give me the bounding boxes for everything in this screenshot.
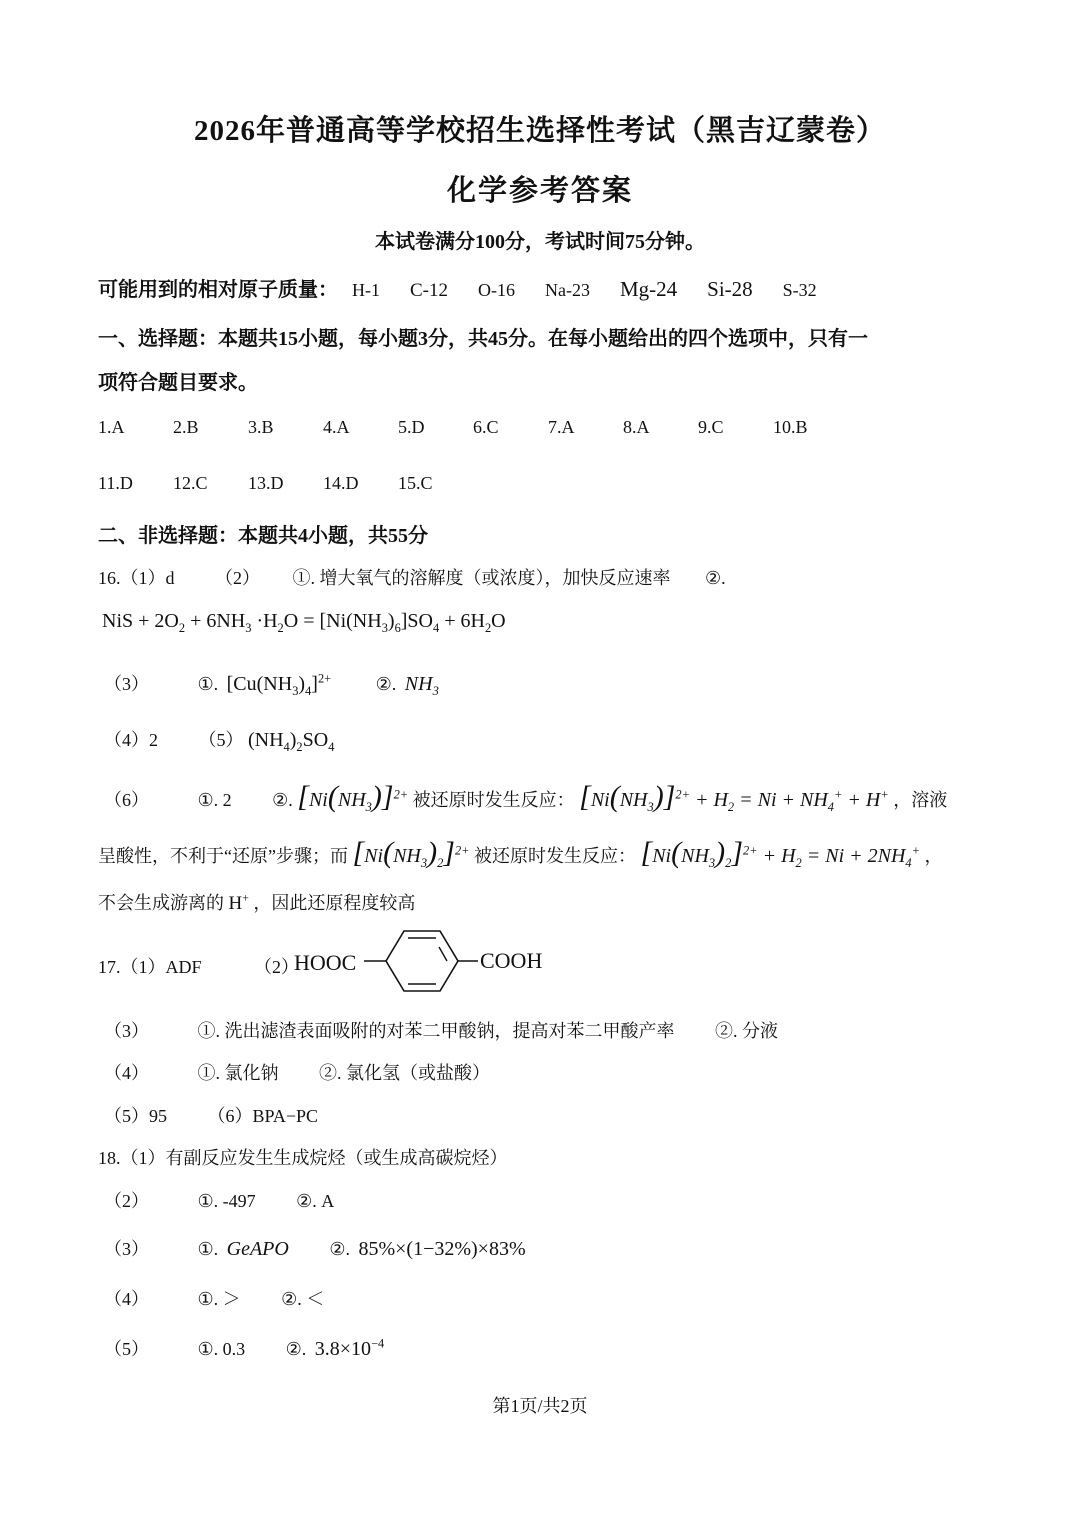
- page-footer: 第1页/共2页: [492, 1396, 588, 1416]
- section1-heading-line2: 项符合题目要求。: [98, 372, 258, 394]
- q17-part3-label: （3）: [104, 1021, 149, 1041]
- q16-part6-label: （6）: [104, 790, 149, 810]
- structure-hooc-label: HOOC: [294, 950, 357, 975]
- q17-part1: 17.（1）ADF: [98, 957, 202, 977]
- q16-reaction-2: $[Ni(NH_3)_2]^{2+} + H_2 = Ni + 2NH_4^+$: [640, 836, 920, 870]
- q16-part3: [104, 670, 439, 696]
- double-bond-right: [439, 947, 447, 961]
- q18-part4: [104, 1285, 324, 1311]
- mc-answer: 11.D: [98, 473, 133, 493]
- mc-answer: 14.D: [323, 473, 359, 493]
- q16-part3-c2: ②.: [375, 674, 397, 694]
- section2-heading: 二、非选择题：本题共4小题，共55分: [98, 525, 428, 547]
- mc-answer: 12.C: [173, 473, 208, 493]
- q17-part3-answer1: ①. 洗出滤渣表面吸附的对苯二甲酸钠，提高对苯二甲酸产率: [197, 1021, 675, 1041]
- q16-part6-answer1: ①. 2: [197, 790, 232, 810]
- q16-part4: （4）2: [104, 730, 158, 750]
- section1-heading-line1: 一、选择题：本题共15小题，每小题3分，共45分。在每小题给出的四个选项中，只有一: [98, 328, 868, 350]
- q16-line1: [98, 564, 726, 590]
- q18-part5-answer2-label: ②.: [285, 1339, 307, 1359]
- mc-answer: 15.C: [398, 473, 433, 493]
- atomic-mass-na: Na-23: [545, 280, 590, 300]
- q18-part4-answer2: ②. ＜: [281, 1289, 325, 1309]
- q18-part5-answer1: ①. 0.3: [197, 1339, 246, 1359]
- mc-answer: 9.C: [698, 417, 724, 437]
- q18-part3-answer1-label: ①.: [197, 1239, 219, 1259]
- q17-part4: [104, 1059, 490, 1085]
- q17-part2-label: （2）: [254, 957, 299, 977]
- mc-answer: 2.B: [173, 417, 199, 437]
- q16-part6-line2: [98, 836, 942, 870]
- document-title: 2026年普通高等学校招生选择性考试（黑吉辽蒙卷）: [193, 115, 886, 147]
- mc-answer: 10.B: [773, 417, 808, 437]
- q16-reaction-1: $[Ni(NH_3)]^{2+} + H_2 = Ni + NH_4^+ + H^+$: [579, 780, 889, 814]
- q17-part4-answer2: ②. 氯化氢（或盐酸）: [319, 1063, 490, 1083]
- q18-part1: 18.（1）有副反应发生生成烷烃（或生成高碳烷烃）: [98, 1148, 508, 1168]
- structure-cooh-label: COOH: [480, 948, 543, 973]
- q16-ammonium-sulfate: $(NH_4)_2SO_4$: [248, 729, 335, 754]
- q18-part2-answer1: ①. -497: [197, 1191, 256, 1211]
- q16-part6-answer2-label: ②.: [272, 790, 293, 810]
- benzene-ring: [386, 931, 458, 991]
- mc-answer: 4.A: [323, 417, 350, 437]
- q16-text-b: ，溶液: [893, 790, 948, 810]
- q16-ni-complex-1: $[Ni(NH_3)]^{2+}$: [297, 780, 409, 814]
- q16-part3-label: （3）: [104, 674, 149, 694]
- q18-part2-answer2: ②. A: [296, 1191, 335, 1211]
- q18-part3-answer2: 85%×(1−32%)×83%: [358, 1238, 526, 1260]
- q16-text-a: 被还原时发生反应：: [412, 790, 575, 810]
- q17-part4-answer1: ①. 氯化钠: [197, 1063, 279, 1083]
- q18-part4-answer1: ①. ＞: [197, 1289, 241, 1309]
- q17-part5: （5）95: [104, 1106, 167, 1126]
- mc-answer: 13.D: [248, 473, 284, 493]
- mc-answer: 5.D: [398, 417, 425, 437]
- atomic-mass-mg: Mg-24: [619, 277, 678, 301]
- q16-cu-complex: $[Cu(NH_3)_4]^{2+}$: [226, 671, 332, 698]
- mc-answer: 3.B: [248, 417, 274, 437]
- q16-ni-complex-2: $[Ni(NH_3)_2]^{2+}$: [352, 836, 470, 870]
- q16-part2-answer1: ①. 增大氧气的溶解度（或浓度），加快反应速率: [292, 568, 671, 588]
- q16-text-g: ，因此还原程度较高: [253, 893, 416, 913]
- mc-answer: 8.A: [623, 417, 650, 437]
- q16-nh3: $NH_3$: [404, 673, 439, 698]
- q16-part6-line3: [98, 889, 415, 915]
- q16-part3-c1: ①.: [197, 674, 219, 694]
- q16-text-f: 不会生成游离的: [98, 893, 224, 913]
- q18-part3-answer1: GeAPO: [226, 1238, 289, 1260]
- exam-info: 本试卷满分100分，考试时间75分钟。: [375, 231, 705, 253]
- q16-part4-5: [104, 726, 334, 752]
- q16-part5-label: （5）: [198, 730, 244, 750]
- q16-part1: 16.（1）d: [98, 568, 175, 588]
- q17-part5-6: [104, 1102, 318, 1128]
- q18-part5-answer2: $3.8\times 10^{-4}$: [314, 1336, 385, 1360]
- q16-part2-label: （2）: [215, 568, 260, 588]
- document-subtitle: 化学参考答案: [446, 175, 633, 207]
- mc-answer: 7.A: [548, 417, 575, 437]
- atomic-mass-s: S-32: [782, 280, 817, 300]
- mc-answer: 6.C: [473, 417, 499, 437]
- q16-text-c: 呈酸性，不利于“还原”步骤；而: [98, 846, 348, 866]
- q16-equation-nis: NiS + $2O_2 + 6NH_3 \cdot H_2O = [Ni(NH_3)_6]SO_4 + 6H_2O$: [102, 610, 506, 635]
- atomic-mass-c: C-12: [410, 280, 448, 301]
- q18-part5-label: （5）: [104, 1339, 149, 1359]
- atomic-mass-si: Si-28: [707, 277, 753, 301]
- q16-h-plus: H+: [228, 891, 249, 914]
- q16-part2-answer2-label: ②.: [705, 568, 726, 588]
- q17-part3-answer2: ②. 分液: [715, 1021, 778, 1041]
- q18-part4-label: （4）: [104, 1289, 149, 1309]
- atomic-mass-o: O-16: [478, 280, 515, 300]
- q17-part3: [104, 1017, 778, 1043]
- q16-part6-line1: [104, 780, 947, 814]
- mc-answer: 1.A: [98, 417, 125, 437]
- q18-part2-label: （2）: [104, 1191, 149, 1211]
- q18-part5: [104, 1335, 384, 1361]
- q17-part6: （6）BPA−PC: [207, 1106, 319, 1126]
- benzene-ring-structure: [360, 925, 480, 997]
- q18-part3-answer2-label: ②.: [329, 1239, 350, 1259]
- q18-part2: [104, 1187, 334, 1213]
- q16-text-d: 被还原时发生反应：: [474, 846, 637, 866]
- q16-text-e: ，: [924, 846, 943, 866]
- q18-part3: [104, 1235, 526, 1261]
- q17-part4-label: （4）: [104, 1063, 149, 1083]
- atomic-mass-label: 可能用到的相对原子质量：: [98, 279, 338, 301]
- atomic-mass-h: H-1: [352, 280, 380, 300]
- atomic-mass-line: [98, 273, 817, 302]
- q18-part3-label: （3）: [104, 1239, 149, 1259]
